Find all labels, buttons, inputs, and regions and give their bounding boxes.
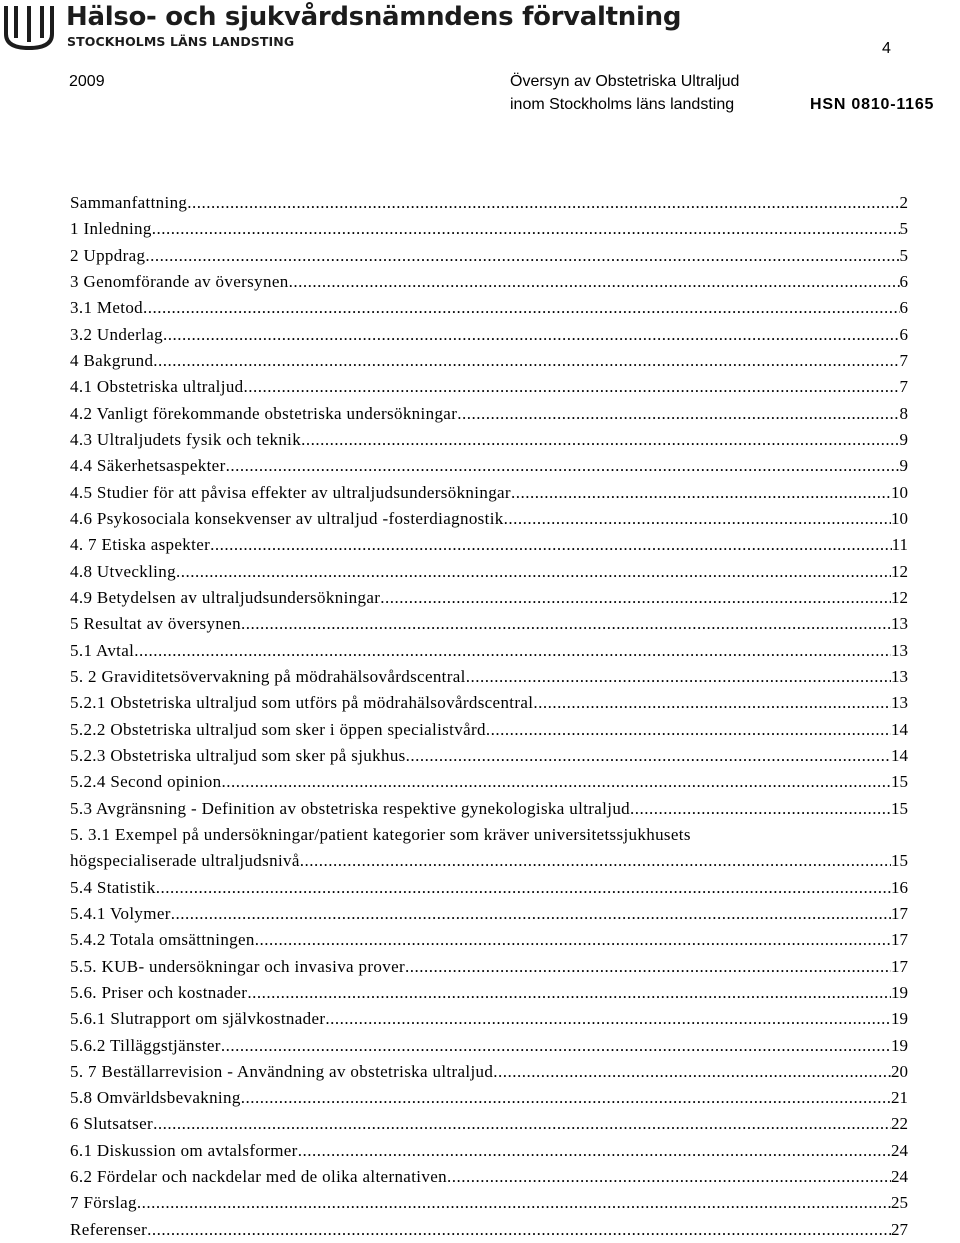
toc-entry [70,638,908,664]
toc-leader-dots [176,559,891,585]
toc-entry [70,664,908,690]
document-title-line-2: inom Stockholms läns landsting [510,96,735,113]
toc-entry [70,1059,908,1085]
toc-leader-dots [134,638,891,664]
toc-leader-dots [145,243,899,269]
toc-entry-label: 5.4.2 Totala omsättningen [70,930,255,950]
toc-entry [70,1217,908,1243]
toc-entry-label: 5.5. KUB- undersökningar och invasiva prover [70,956,406,976]
toc-entry [70,401,908,427]
toc-entry [70,243,908,269]
toc-entry [70,901,908,927]
toc-entry-page: 16 [891,877,908,897]
toc-leader-dots [137,1190,891,1216]
toc-entry-label: 6.2 Fördelar och nackdelar med de olika alternativen [70,1167,447,1187]
toc-leader-dots [210,532,891,558]
toc-entry [70,1111,908,1137]
toc-entry-page: 5 [899,219,908,239]
toc-entry-label: 5. 7 Beställarrevision - Användning av obstetriska ultraljud [70,1061,494,1081]
toc-entry-page: 25 [891,1193,908,1213]
toc-entry [70,848,908,874]
toc-entry-page: 15 [891,798,908,818]
toc-entry [70,585,908,611]
toc-leader-dots [147,1217,891,1243]
toc-entry [70,532,908,558]
toc-entry-label: 1 Inledning [70,219,152,239]
toc-entry-page: 13 [891,640,908,660]
toc-entry-label: 3 Genomförande av översynen [70,271,289,291]
page-number: 4 [882,40,891,57]
toc-entry [70,690,908,716]
toc-entry-label: 5.8 Omvärldsbevakning [70,1088,241,1108]
toc-entry-page: 9 [899,429,908,449]
organization-title: Hälso- och sjukvårdsnämndens förvaltning [66,2,682,32]
toc-entry [70,480,908,506]
toc-entry-page: 19 [891,982,908,1002]
toc-entry-label: högspecialiserade ultraljudsnivå [70,851,300,871]
toc-leader-dots [533,690,891,716]
toc-entry-label: 2 Uppdrag [70,245,146,265]
document-reference-number: HSN 0810-1165 [810,96,935,113]
toc-entry [70,1164,908,1190]
toc-leader-dots [405,954,891,980]
toc-leader-dots [153,348,899,374]
toc-entry-page: 19 [891,1035,908,1055]
toc-entry-page: 24 [891,1140,908,1160]
toc-entry-label: 4. 7 Etiska aspekter [70,535,211,555]
toc-entry-page: 13 [891,693,908,713]
toc-leader-dots [156,875,891,901]
toc-entry [70,374,908,400]
toc-entry-label: 4.4 Säkerhetsaspekter [70,456,226,476]
document-year: 2009 [69,73,105,90]
toc-leader-dots [221,1033,891,1059]
toc-entry [70,796,908,822]
toc-entry-page: 14 [891,719,908,739]
toc-entry-label: 4.3 Ultraljudets fysik och teknik [70,429,302,449]
toc-entry-label: 5.6.1 Slutrapport om självkostnader [70,1009,326,1029]
toc-leader-dots [447,1164,891,1190]
toc-entry-page: 15 [891,772,908,792]
toc-entry-page: 5 [899,245,908,265]
toc-entry-label: 4.8 Utveckling [70,561,176,581]
toc-leader-dots [298,1138,891,1164]
toc-entry-label: 5.1 Avtal [70,640,135,660]
toc-leader-dots [152,216,900,242]
organization-subtitle: STOCKHOLMS LÄNS LANDSTING [67,34,295,49]
toc-entry [70,427,908,453]
toc-entry [70,1006,908,1032]
toc-entry-label: 3.2 Underlag [70,324,163,344]
toc-entry [70,322,908,348]
toc-entry-page: 7 [899,377,908,397]
toc-entry [70,980,908,1006]
toc-leader-dots [457,401,899,427]
toc-leader-dots [244,374,900,400]
toc-entry [70,190,908,216]
toc-entry-label: Sammanfattning [70,193,188,212]
toc-entry-page: 17 [891,903,908,923]
toc-entry-page: 13 [891,666,908,686]
toc-entry [70,743,908,769]
toc-entry-label: 5.6. Priser och kostnader [70,982,248,1002]
toc-leader-dots [630,796,891,822]
toc-entry-page: 2 [899,193,908,212]
toc-leader-dots [289,269,900,295]
toc-entry-page: 20 [891,1061,908,1081]
toc-leader-dots [255,927,891,953]
toc-entry-page: 17 [891,956,908,976]
toc-entry-label: 5.2.2 Obstetriska ultraljud som sker i öppen specialistvård [70,719,486,739]
toc-entry-page: 13 [891,614,908,634]
toc-entry-label: 4.6 Psykosociala konsekvenser av ultraljud -fosterdiagnostik [70,508,504,528]
toc-entry-page: 24 [891,1167,908,1187]
toc-entry-page: 21 [891,1088,908,1108]
toc-entry-label: 6.1 Diskussion om avtalsformer [70,1140,298,1160]
toc-leader-dots [247,980,891,1006]
toc-entry [70,453,908,479]
toc-entry-label: 5 Resultat av översynen [70,614,241,634]
toc-entry-label: 4.1 Obstetriska ultraljud [70,377,244,397]
toc-entry-page: 12 [891,587,908,607]
toc-entry-label: 5.4 Statistik [70,877,156,897]
toc-leader-dots [241,611,891,637]
toc-leader-dots [187,190,899,216]
toc-leader-dots [300,848,891,874]
toc-entry-page: 10 [891,482,908,502]
toc-entry-label: 3.1 Metod [70,298,144,318]
toc-entry-page: 22 [891,1114,908,1134]
toc-entry [70,875,908,901]
toc-entry [70,769,908,795]
toc-entry [70,954,908,980]
toc-entry-label: 4.9 Betydelsen av ultraljudsundersökningar [70,587,381,607]
toc-entry [70,1138,908,1164]
toc-entry-page: 9 [899,456,908,476]
toc-entry-page: 12 [891,561,908,581]
toc-entry-label: 5.6.2 Tilläggstjänster [70,1035,221,1055]
toc-entry-page: 15 [891,851,908,871]
toc-entry [70,506,908,532]
toc-entry [70,216,908,242]
toc-entry-page: 7 [899,350,908,370]
toc-entry-page: 6 [899,271,908,291]
toc-leader-dots [504,506,891,532]
toc-leader-dots [380,585,891,611]
toc-leader-dots [301,427,899,453]
toc-entry-page: 10 [891,508,908,528]
toc-entry [70,348,908,374]
toc-entry-label: 4.5 Studier för att påvisa effekter av ultraljudsundersökningar [70,482,511,502]
toc-entry-page: 11 [891,535,908,555]
toc-leader-dots [143,295,899,321]
toc-entry-page: 19 [891,1009,908,1029]
toc-entry-page: 6 [899,298,908,318]
toc-entry [70,1190,908,1216]
toc-leader-dots [466,664,891,690]
toc-leader-dots [226,453,900,479]
landsting-logo-icon [4,4,54,50]
toc-entry [70,717,908,743]
toc-entry-label-line: 5. 3.1 Exempel på undersökningar/patient kategorier som kräver universitetssjukhusets [70,824,691,844]
toc-entry-label: 5. 2 Graviditetsövervakning på mödrahälsovårdscentral [70,666,466,686]
toc-entry [70,295,908,321]
toc-leader-dots [406,743,891,769]
toc-leader-dots [153,1111,891,1137]
toc-entry [70,1085,908,1111]
toc-entry-page: 27 [891,1219,908,1239]
toc-leader-dots [222,769,892,795]
toc-entry-label: 4.2 Vanligt förekommande obstetriska undersökningar [70,403,458,423]
toc-entry [70,1033,908,1059]
toc-entry-label: 4 Bakgrund [70,350,154,370]
toc-entry-page: 8 [899,403,908,423]
toc-leader-dots [171,901,891,927]
toc-leader-dots [325,1006,891,1032]
toc-entry [70,269,908,295]
toc-entry-label: 5.3 Avgränsning - Definition av obstetriska respektive gynekologiska ultraljud [70,798,631,818]
toc-entry-page: 14 [891,745,908,765]
toc-entry-page: 17 [891,930,908,950]
toc-entry-page: 6 [899,324,908,344]
toc-entry-label: Referenser [70,1219,148,1239]
toc-entry [70,611,908,637]
toc-entry-label: 5.2.3 Obstetriska ultraljud som sker på sjukhus [70,745,406,765]
toc-leader-dots [163,322,900,348]
toc-entry-label: 5.2.1 Obstetriska ultraljud som utförs på mödrahälsovårdscentral [70,693,534,713]
toc-leader-dots [486,717,891,743]
toc-entry-label: 5.2.4 Second opinion [70,772,222,792]
toc-entry [70,559,908,585]
toc-entry-label: 6 Slutsatser [70,1114,154,1134]
table-of-contents [70,190,908,1243]
toc-leader-dots [241,1085,891,1111]
document-title-line-1: Översyn av Obstetriska Ultraljud [510,73,740,90]
toc-entry [70,927,908,953]
toc-entry-label: 5.4.1 Volymer [70,903,171,923]
toc-entry-label: 7 Förslag [70,1193,137,1213]
toc-leader-dots [511,480,891,506]
toc-leader-dots [493,1059,891,1085]
